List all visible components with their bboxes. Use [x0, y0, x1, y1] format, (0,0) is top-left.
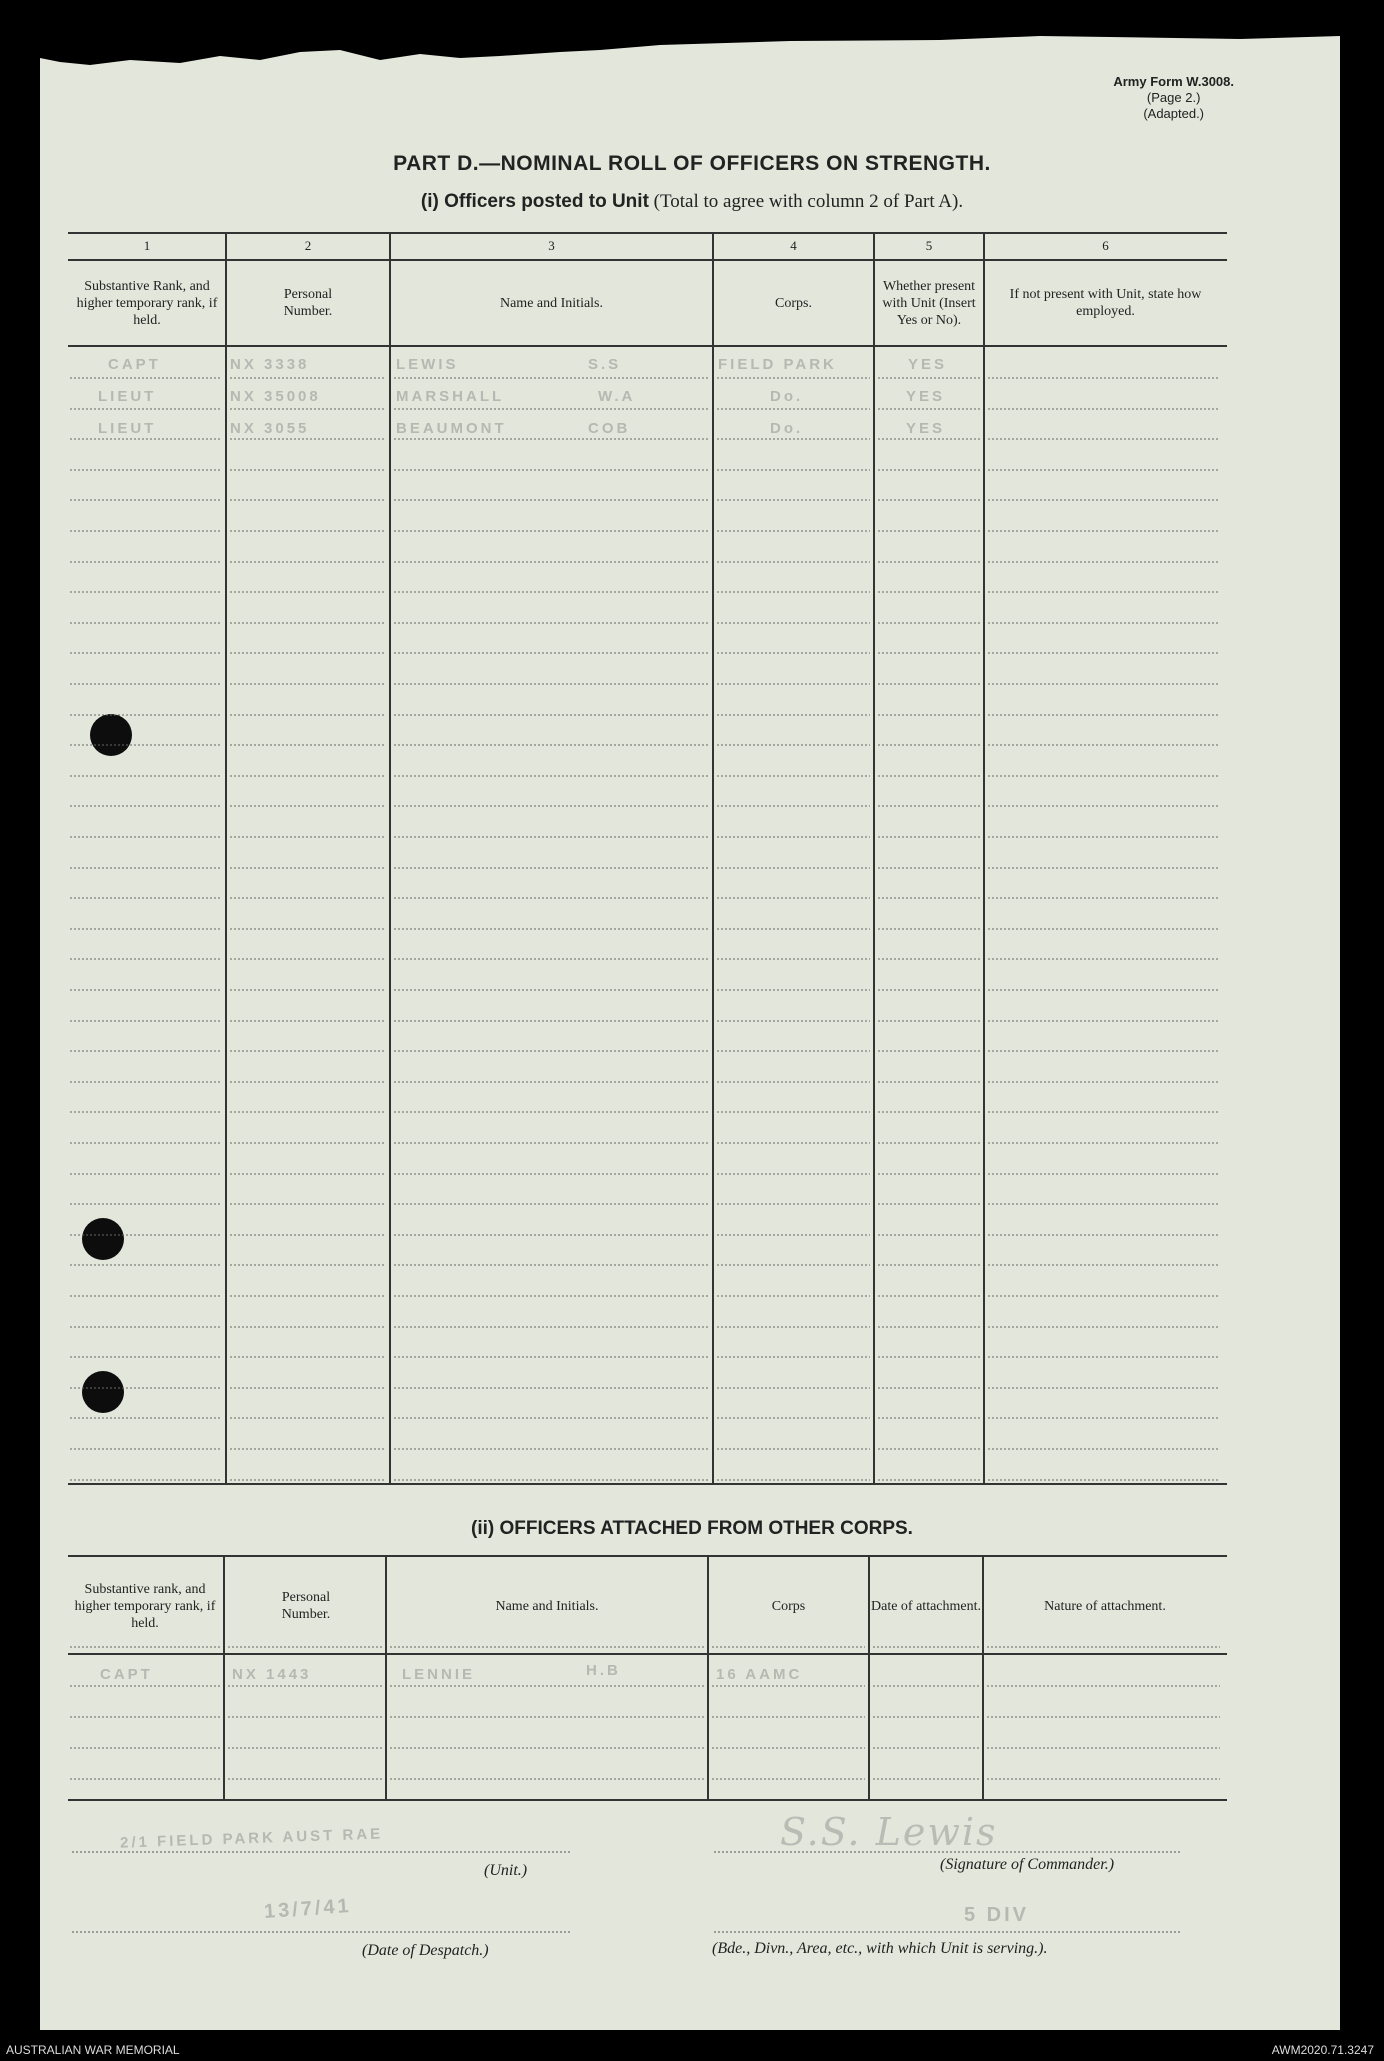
- t2-header-personal-number: Personal Number.: [281, 1590, 331, 1622]
- col-number-4: 4: [790, 238, 797, 253]
- t1-r2-initials: W.A: [598, 388, 636, 405]
- t1-header-present: Whether present with Unit (Insert Yes or No).: [882, 278, 976, 328]
- date-label: (Date of Despatch.): [362, 1942, 489, 1959]
- col-number-6: 6: [1102, 238, 1109, 253]
- signature-label: (Signature of Commander.): [940, 1856, 1115, 1873]
- date-value: 13/7/41: [263, 1894, 353, 1924]
- t1-r2-corps: Do.: [770, 388, 804, 405]
- t2-header-corps: Corps: [771, 1598, 806, 1614]
- t1-r1-rank: CAPT: [108, 356, 161, 373]
- t1-r1-initials: S.S: [588, 356, 622, 373]
- t1-r3-name: BEAUMONT: [396, 420, 507, 437]
- subtitle-part1: (i) Officers posted to Unit: [420, 191, 649, 212]
- form-adapted: (Adapted.): [1143, 106, 1205, 121]
- form-page: (Page 2.): [1146, 90, 1201, 105]
- subtitle-part2: (Total to agree with column 2 of Part A).: [653, 191, 964, 212]
- page-title: PART D.—NOMINAL ROLL OF OFFICERS ON STRENGTH.: [393, 152, 991, 175]
- t1-header-corps: Corps.: [775, 295, 812, 311]
- col-number-1: 1: [143, 238, 151, 253]
- signature-value: S.S. Lewis: [780, 1810, 998, 1854]
- t2-r1-initials: H.B: [586, 1662, 621, 1679]
- t1-r3-number: NX 3055: [230, 420, 310, 437]
- t1-r1-present: YES: [908, 356, 948, 373]
- t1-header-employment: If not present with Unit, state how employed.: [1009, 287, 1202, 319]
- t1-r3-rank: LIEUT: [98, 420, 157, 437]
- footer-credit: AUSTRALIAN WAR MEMORIAL: [6, 2043, 180, 2057]
- t1-r2-number: NX 35008: [230, 388, 321, 405]
- t2-header-name: Name and Initials.: [495, 1598, 599, 1614]
- t2-r1-corps: 16 AAMC: [716, 1666, 803, 1683]
- form-number: Army Form W.3008.: [1113, 74, 1234, 89]
- footer-accession: AWM2020.71.3247: [1271, 2043, 1374, 2057]
- t2-r1-number: NX 1443: [232, 1666, 312, 1683]
- t1-header-name: Name and Initials.: [499, 295, 604, 311]
- section-2-title: (ii) OFFICERS ATTACHED FROM OTHER CORPS.: [471, 1518, 913, 1539]
- t1-r1-corps: FIELD PARK: [718, 356, 837, 373]
- t1-header-personal-number: Personal Number.: [283, 287, 333, 319]
- t1-r1-number: NX 3338: [230, 356, 310, 373]
- t1-r1-name: LEWIS: [396, 356, 459, 373]
- t2-header-date-attachment: Date of attachment.: [871, 1598, 982, 1614]
- t1-r3-initials: COB: [588, 420, 631, 437]
- t1-r2-name: MARSHALL: [396, 388, 505, 405]
- t2-r1-rank: CAPT: [100, 1666, 153, 1683]
- t1-r2-present: YES: [906, 388, 946, 405]
- col-number-2: 2: [304, 238, 312, 253]
- t2-r1-name: LENNIE: [402, 1666, 476, 1683]
- t1-header-rank: Substantive Rank, and higher temporary rank, if held.: [76, 278, 218, 328]
- col-number-3: 3: [548, 238, 555, 253]
- unit-label: (Unit.): [484, 1862, 528, 1879]
- t2-header-rank: Substantive rank, and higher temporary rank, if held.: [74, 1581, 216, 1631]
- t2-header-nature-attachment: Nature of attachment.: [1044, 1598, 1166, 1614]
- t1-r3-present: YES: [906, 420, 946, 437]
- formation-label: (Bde., Divn., Area, etc., with which Unit is serving.).: [712, 1940, 1048, 1957]
- col-number-5: 5: [925, 238, 933, 253]
- formation-value: 5 DIV: [964, 1904, 1030, 1926]
- t1-r3-corps: Do.: [770, 420, 804, 437]
- t1-r2-rank: LIEUT: [98, 388, 157, 405]
- unit-value: 2/1 FIELD PARK AUST RAE: [119, 1825, 384, 1852]
